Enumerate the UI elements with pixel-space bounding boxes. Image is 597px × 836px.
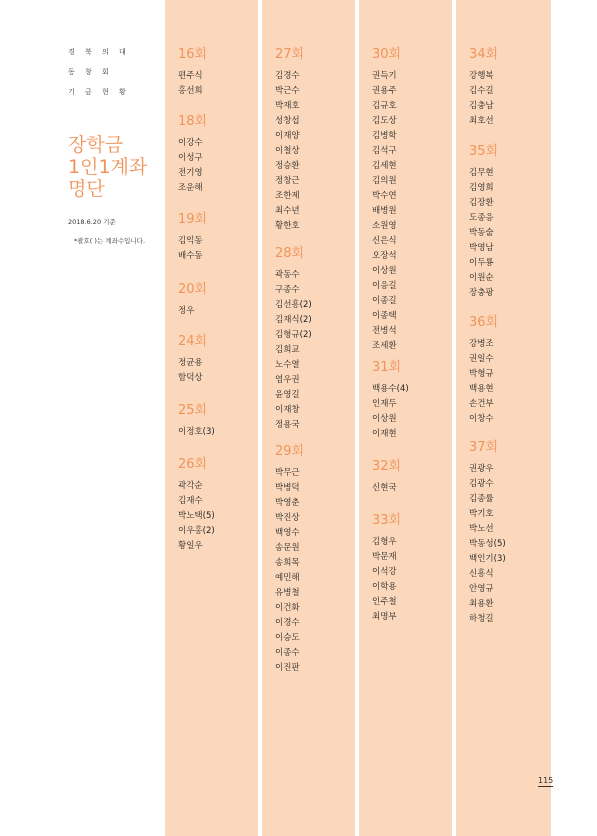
- name-item: 이재현: [372, 429, 397, 439]
- group-16: [178, 45, 207, 99]
- name-item: 김희교: [275, 345, 300, 355]
- name-item: 이성구: [178, 153, 203, 163]
- name-item: 권득기: [372, 71, 397, 81]
- group-20: [178, 280, 207, 319]
- name-item: 김세현: [372, 161, 397, 171]
- name-item: 이종길: [372, 296, 397, 306]
- account-note: *괄호( )는 계좌수입니다.: [74, 237, 146, 245]
- name-item: 손건부: [469, 399, 494, 409]
- name-item: 구종수: [275, 285, 300, 295]
- name-item: 김종률: [469, 494, 494, 504]
- name-item: 백인기(3): [469, 554, 506, 564]
- group-28: [275, 244, 312, 433]
- name-item: 이창수: [469, 414, 494, 424]
- name-item: 인주철: [372, 597, 397, 607]
- name-item: 김익동: [178, 236, 203, 246]
- name-item: 이철상: [275, 146, 300, 156]
- name-item: 노수열: [275, 360, 300, 370]
- name-item: 도종응: [469, 213, 494, 223]
- group-heading: 33회: [372, 513, 402, 528]
- header-line-1: 경 북 의 대: [68, 48, 130, 56]
- group-heading: 28회: [275, 246, 305, 261]
- name-item: 조운해: [178, 183, 203, 193]
- name-item: 최용환: [469, 599, 494, 609]
- name-item: 예민해: [275, 573, 300, 583]
- name-item: 송희목: [275, 558, 300, 568]
- group-29: [275, 442, 304, 676]
- group-heading: 31회: [372, 360, 402, 375]
- group-heading: 27회: [275, 47, 305, 62]
- column-3: [359, 0, 452, 836]
- name-item: 박수연: [372, 191, 397, 201]
- name-item: 박진상: [275, 513, 300, 523]
- name-item: 박병덕: [275, 483, 300, 493]
- name-item: 유병철: [275, 588, 300, 598]
- name-item: 권용주: [372, 86, 397, 96]
- name-item: 이종택: [372, 311, 397, 321]
- name-item: 전기영: [178, 168, 203, 178]
- name-item: 박영남: [469, 243, 494, 253]
- name-item: 김석구: [372, 146, 397, 156]
- name-item: 권광우: [469, 464, 494, 474]
- name-item: 이건화: [275, 603, 300, 613]
- name-item: 이경수: [275, 618, 300, 628]
- name-item: 신은식: [372, 236, 397, 246]
- name-item: 김영희: [469, 183, 494, 193]
- name-item: 배수동: [178, 251, 203, 261]
- name-item: 강병조: [469, 339, 494, 349]
- name-item: 정창근: [275, 176, 300, 186]
- name-item: 김형우: [372, 537, 397, 547]
- name-item: 이재양: [275, 131, 300, 141]
- name-item: 인재두: [372, 399, 397, 409]
- name-item: 이석강: [372, 567, 397, 577]
- name-item: 이승도: [275, 633, 300, 643]
- name-item: 박근수: [275, 86, 300, 96]
- group-31: [372, 358, 409, 442]
- name-item: 곽동수: [275, 270, 300, 280]
- name-item: 장충팡: [469, 288, 494, 298]
- name-item: 이재창: [275, 405, 300, 415]
- name-item: 편주식: [178, 71, 203, 81]
- group-32: [372, 457, 401, 496]
- group-33: [372, 511, 401, 625]
- name-item: 정용국: [275, 420, 300, 430]
- group-heading: 20회: [178, 282, 208, 297]
- name-item: 최명부: [372, 612, 397, 622]
- name-item: 백용현: [469, 384, 494, 394]
- name-item: 박동술: [469, 228, 494, 238]
- group-25: [178, 401, 215, 440]
- name-item: 성창섭: [275, 116, 300, 126]
- header-line-3: 기 금 현 황: [68, 88, 130, 96]
- column-2: [262, 0, 355, 836]
- name-item: 정승환: [275, 161, 300, 171]
- name-item: 황일우: [178, 541, 203, 551]
- name-item: 이두룡: [469, 258, 494, 268]
- name-item: 김도상: [372, 116, 397, 126]
- name-item: 조한제: [275, 191, 300, 201]
- group-heading: 18회: [178, 114, 208, 129]
- group-36: [469, 313, 498, 427]
- name-item: 박재호: [275, 101, 300, 111]
- name-item: 이우홍(2): [178, 526, 215, 536]
- name-item: 이응길: [372, 281, 397, 291]
- name-item: 염우권: [275, 375, 300, 385]
- name-item: 홍선희: [178, 86, 203, 96]
- name-item: 윤영길: [275, 390, 300, 400]
- name-item: 신흥식: [469, 569, 494, 579]
- page-number: 115: [538, 776, 554, 785]
- group-18: [178, 112, 207, 196]
- name-item: 김재수: [178, 496, 203, 506]
- group-30: [372, 45, 401, 354]
- name-item: 김형규(2): [275, 330, 312, 340]
- group-heading: 24회: [178, 334, 208, 349]
- column-4: [456, 0, 554, 836]
- group-26: [178, 455, 215, 554]
- name-item: 박문재: [372, 552, 397, 562]
- name-item: 곽각순: [178, 481, 203, 491]
- name-item: 이진판: [275, 663, 300, 673]
- name-item: 안영규: [469, 584, 494, 594]
- name-item: 박노택(5): [178, 511, 215, 521]
- name-item: 정우: [178, 306, 195, 316]
- name-item: 박영춘: [275, 498, 300, 508]
- name-item: 박무근: [275, 468, 300, 478]
- column-1: [165, 0, 258, 836]
- name-item: 조세환: [372, 341, 397, 351]
- name-item: 김광수: [469, 479, 494, 489]
- reference-date: 2018.6.20 기준: [68, 218, 116, 226]
- name-item: 이정호(3): [178, 427, 215, 437]
- group-heading: 36회: [469, 315, 499, 330]
- name-item: 정균용: [178, 358, 203, 368]
- name-item: 하청길: [469, 614, 494, 624]
- name-item: 김의원: [372, 176, 397, 186]
- name-item: 이학용: [372, 582, 397, 592]
- group-heading: 26회: [178, 457, 208, 472]
- name-item: 신현국: [372, 483, 397, 493]
- name-item: 김재식(2): [275, 315, 312, 325]
- name-item: 박노선: [469, 524, 494, 534]
- name-item: 김수길: [469, 86, 494, 96]
- group-heading: 37회: [469, 440, 499, 455]
- name-item: 이상원: [372, 266, 397, 276]
- group-heading: 19회: [178, 212, 208, 227]
- name-item: 이종수: [275, 648, 300, 658]
- name-item: 배병원: [372, 206, 397, 216]
- name-item: 이상원: [372, 414, 397, 424]
- group-34: [469, 45, 498, 129]
- name-item: 황한호: [275, 221, 300, 231]
- name-item: 백영수: [275, 528, 300, 538]
- group-heading: 32회: [372, 459, 402, 474]
- name-item: 이강수: [178, 138, 203, 148]
- group-27: [275, 45, 304, 234]
- name-item: 박기호: [469, 509, 494, 519]
- group-heading: 30회: [372, 47, 402, 62]
- group-heading: 34회: [469, 47, 499, 62]
- page-title: 장학금 1인1계좌 명단: [68, 134, 148, 200]
- group-37: [469, 438, 506, 627]
- group-heading: 25회: [178, 403, 208, 418]
- group-heading: 35회: [469, 144, 499, 159]
- name-item: 최수년: [275, 206, 300, 216]
- group-19: [178, 210, 207, 264]
- group-35: [469, 142, 498, 301]
- name-item: 함덕상: [178, 373, 203, 383]
- name-item: 박형규: [469, 369, 494, 379]
- name-item: 최호선: [469, 116, 494, 126]
- name-item: 박동성(5): [469, 539, 506, 549]
- name-item: 송문원: [275, 543, 300, 553]
- name-item: 이원순: [469, 273, 494, 283]
- name-item: 김장환: [469, 198, 494, 208]
- group-heading: 16회: [178, 47, 208, 62]
- header-line-2: 동 창 회: [68, 68, 113, 76]
- name-item: 강행복: [469, 71, 494, 81]
- name-item: 전병석: [372, 326, 397, 336]
- name-item: 소원영: [372, 221, 397, 231]
- name-item: 백용수(4): [372, 384, 409, 394]
- name-item: 김충남: [469, 101, 494, 111]
- name-item: 오장석: [372, 251, 397, 261]
- name-item: 김규호: [372, 101, 397, 111]
- group-24: [178, 332, 207, 386]
- group-heading: 29회: [275, 444, 305, 459]
- name-item: 김무현: [469, 168, 494, 178]
- name-item: 김경수: [275, 71, 300, 81]
- name-item: 김선흥(2): [275, 300, 312, 310]
- name-item: 권일수: [469, 354, 494, 364]
- name-item: 김병학: [372, 131, 397, 141]
